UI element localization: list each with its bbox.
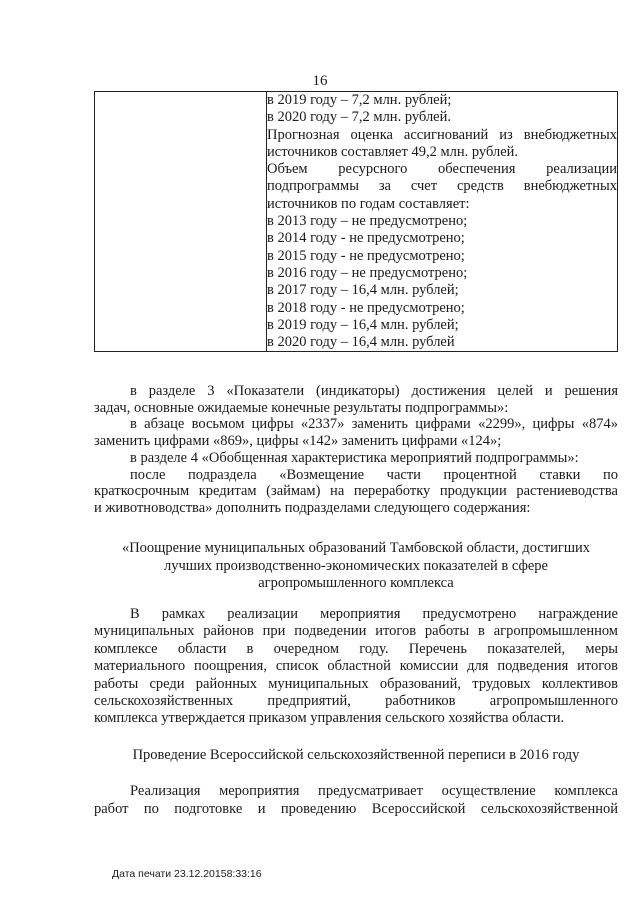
amendment-digits-line: заменить цифрами «869», цифры «142» заменить цифрами «124»; — [94, 433, 502, 450]
extra-budget-2018-line: в 2018 году - не предусмотрено; — [267, 299, 465, 316]
section1-line: материального поощрения, список областной комиссии для подведения итогов — [94, 658, 618, 675]
table-value-cell — [267, 92, 618, 352]
extra-budget-2020-line: в 2020 году – 16,4 млн. рублей — [267, 334, 455, 351]
amendment-section3-line: в разделе 3 «Показатели (индикаторы) достижения целей и решения — [130, 383, 618, 399]
funding-2019-line: в 2019 году – 7,2 млн. рублей; — [267, 92, 452, 108]
table-label-cell — [95, 92, 267, 352]
section1-heading-line: агропромышленного комплекса — [258, 575, 454, 591]
extra-budget-2017-line: в 2017 году – 16,4 млн. рублей; — [267, 282, 459, 299]
section1-heading-line: «Поощрение муниципальных образований Тамбовской области, достигших — [121, 540, 591, 556]
amendment-subsection-line: и животноводства» дополнить подразделами следующего содержания: — [94, 499, 531, 516]
extra-budget-2014-line: в 2014 году - не предусмотрено; — [267, 230, 465, 247]
section2-heading: Проведение Всероссийской сельскохозяйственной переписи в 2016 году — [132, 747, 580, 763]
section1-heading — [94, 540, 618, 593]
section1-line: сельскохозяйственных предприятий, работников агропромышленного — [94, 693, 618, 710]
section1-body — [94, 606, 618, 728]
extra-budget-2015-line: в 2015 году - не предусмотрено; — [267, 247, 465, 264]
table-row — [95, 92, 618, 352]
print-date-footer: Дата печати 23.12.20158:33:16 — [112, 868, 262, 880]
section2-body — [94, 782, 618, 818]
funding-table — [94, 91, 618, 352]
amendment-digits-line: в абзаце восьмом цифры «2337» заменить цифрами «2299», цифры «874» — [130, 416, 618, 433]
section1-line: комплекса утверждается приказом управления сельского хозяйства области. — [94, 710, 565, 727]
amendments-block — [94, 383, 618, 517]
forecast-line: Прогнозная оценка ассигнований из внебюджетных — [267, 126, 617, 143]
section1-line: муниципальных районов при подведении итогов работы в агропромышленном — [94, 623, 618, 640]
amendment-section3-line: задач, основные ожидаемые конечные результаты подпрограммы»: — [94, 399, 509, 416]
resource-volume-line: Объем ресурсного обеспечения реализации — [267, 161, 617, 178]
page-number: 16 — [312, 73, 328, 89]
section1-line: комплексе области в очередном году. Перечень показателей, меры — [94, 640, 618, 657]
amendment-subsection-line: краткосрочным кредитам (займам) на переработку продукции растениеводства — [94, 483, 618, 500]
amendment-section4-line: в разделе 4 «Обобщенная характеристика мероприятий подпрограммы»: — [130, 449, 579, 466]
extra-budget-2013-line: в 2013 году – не предусмотрено; — [267, 213, 468, 230]
resource-volume-line: источников по годам составляет: — [267, 195, 470, 212]
funding-2020-line: в 2020 году – 7,2 млн. рублей. — [267, 109, 452, 126]
section2-line: работ по подготовке и проведению Всероссийской сельскохозяйственной — [94, 801, 618, 817]
section1-line: В рамках реализации мероприятия предусмотрено награждение — [130, 606, 618, 622]
section1-line: работы среди районных муниципальных образований, трудовых коллективов — [94, 675, 618, 692]
section1-heading-line: лучших производственно-экономических показателей в сфере — [164, 557, 548, 574]
section2-line: Реализация мероприятия предусматривает осуществление комплекса — [130, 783, 618, 799]
forecast-total-line: источников составляет 49,2 млн. рублей. — [267, 143, 519, 160]
extra-budget-2016-line: в 2016 году – не предусмотрено; — [267, 264, 468, 281]
resource-volume-line: подпрограммы за счет средств внебюджетных — [267, 178, 617, 195]
amendment-subsection-line: после подраздела «Возмещение части процентной ставки по — [130, 466, 618, 483]
extra-budget-2019-line: в 2019 году – 16,4 млн. рублей; — [267, 316, 459, 333]
